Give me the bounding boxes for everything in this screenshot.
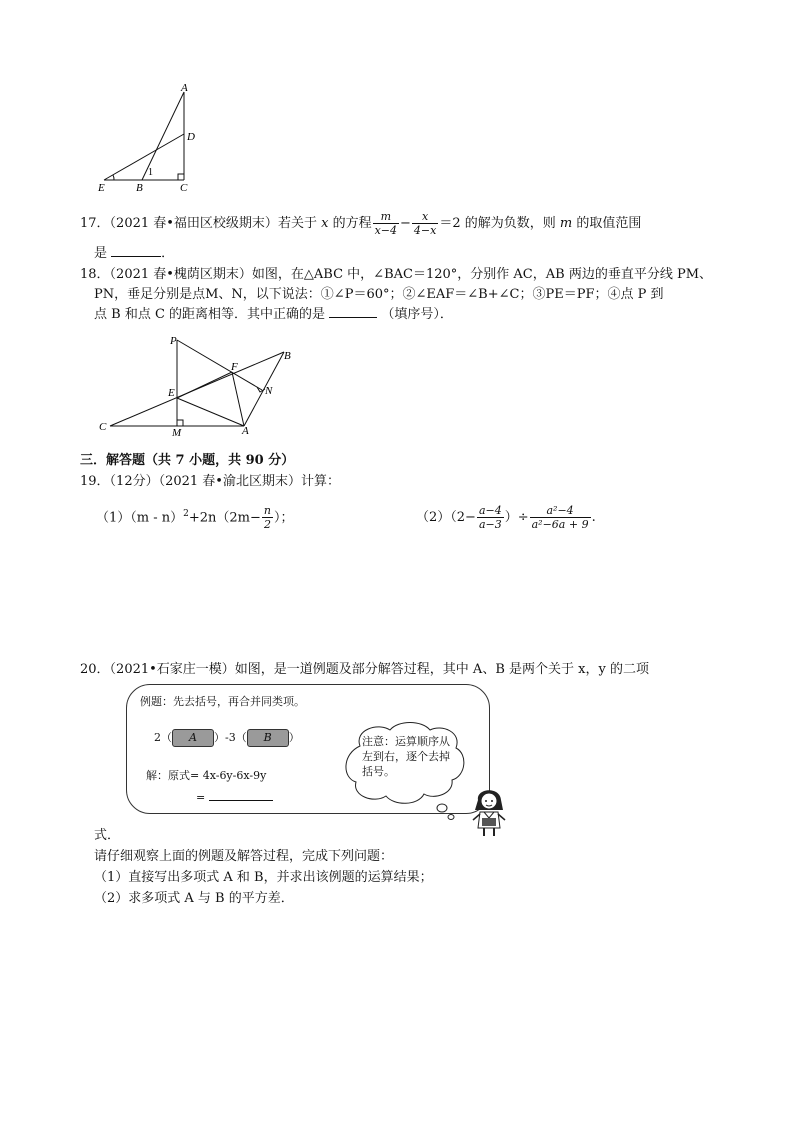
q19-p2-text-c: . <box>591 510 596 525</box>
question-19-header: 19．（12分）（2021 春•渝北区期末）计算： <box>80 474 340 489</box>
question-18-line1: 18．（2021 春•槐荫区期末）如图，在△ABC 中，∠BAC＝120°，分别作 AC，AB 两边的垂直平分线 PM、 <box>80 267 713 282</box>
label-E: E <box>168 387 175 399</box>
q17-minus: − <box>400 216 411 231</box>
section-3-title: 三．解答题（共 7 小题，共 90 分） <box>80 453 295 468</box>
label-B: B <box>284 350 291 362</box>
question-18-line2: PN，垂足分别是点M、N，以下说法：①∠P＝60°；②∠EAF＝∠B+∠C；③PE＝PF；④点 P 到 <box>94 287 664 302</box>
cloud-text-1: 注意：运算顺序从 <box>362 735 450 748</box>
example-equals: = <box>196 791 206 804</box>
label-P: P <box>170 335 177 347</box>
question-20-part1: （1）直接写出多项式 A 和 B，并求出该例题的运算结果； <box>94 870 433 885</box>
q18-line3-end: （填序号）． <box>381 307 453 322</box>
q19-p1-text-b: +2n（2m− <box>188 510 261 526</box>
box-B <box>247 729 289 747</box>
q19-p2-text-a: （2）（2− <box>416 510 476 525</box>
q19-p2-text-b: ）÷ <box>504 510 529 525</box>
q19-p2-frac2-den: a²−6a + 9 <box>531 518 589 531</box>
q17-equals: ＝2 <box>439 216 461 231</box>
label-M: M <box>172 427 182 439</box>
q17-frac1-den: x−4 <box>374 224 398 237</box>
q17-text-1: 若关于 <box>277 216 317 231</box>
q19-p2-fraction-1 <box>477 504 504 531</box>
q17-number: 17． <box>80 216 110 231</box>
question-17-line1 <box>80 210 641 237</box>
q19-p1-text-a: （1）（m - n） <box>96 510 184 526</box>
q17-var-x: x <box>321 216 329 231</box>
q19-p1-fraction <box>262 504 273 531</box>
label-F: F <box>231 361 238 373</box>
question-20-part2: （2）求多项式 A 与 B 的平方差． <box>94 891 294 906</box>
label-D: D <box>187 131 195 143</box>
q17-source: （2021 春•福田区校级期末） <box>109 216 278 231</box>
example-result-blank <box>209 790 273 801</box>
example-result-line <box>196 788 273 808</box>
box-A <box>172 729 214 747</box>
q19-p2-fraction-2 <box>530 504 591 531</box>
cloud-text-2: 左到右，逐个去掉 <box>362 750 450 763</box>
expr-coef-2: 2（ <box>154 731 172 744</box>
q17-frac2-num: x <box>412 210 438 224</box>
label-angle-1: 1 <box>148 167 153 178</box>
label-C: C <box>99 421 107 433</box>
cloud-text-3: 括号。 <box>362 765 395 778</box>
q19-p1-frac-num: n <box>263 504 271 518</box>
q17-text-3: 的解为负数，则 <box>464 216 556 231</box>
figure-q17 <box>92 82 202 194</box>
answer-blank-17[interactable] <box>111 244 161 257</box>
q19-p1-frac-den: 2 <box>263 518 271 532</box>
q19-p1-exponent: 2 <box>183 509 189 519</box>
question-20-line2: 式． <box>94 828 121 843</box>
label-E: E <box>98 182 105 194</box>
example-expression <box>154 728 300 748</box>
label-B: B <box>136 182 143 194</box>
q19-p2-frac2-num: a²−4 <box>530 504 591 518</box>
q18-line3-start: 点 B 和点 C 的距离相等．其中正确的是 <box>94 307 326 322</box>
q17-fraction-1 <box>373 210 399 237</box>
q17-line2-end: ． <box>161 246 175 261</box>
q17-frac1-num: m <box>373 210 399 224</box>
label-A: A <box>242 425 249 437</box>
label-A: A <box>181 82 188 94</box>
question-19-part2 <box>416 504 596 531</box>
question-20-line1: 20．（2021•石家庄一模）如图，是一道例题及部分解答过程，其中 A、B 是两个关于 x，y 的二项 <box>80 662 649 677</box>
box-B-label: B <box>263 731 272 744</box>
question-18-line3 <box>94 305 453 325</box>
label-C: C <box>180 182 188 194</box>
question-20-line3: 请仔细观察上面的例题及解答过程，完成下列问题： <box>94 849 394 864</box>
q17-text-2: 的方程 <box>332 216 372 231</box>
q17-var-m: m <box>559 216 573 231</box>
label-N: N <box>265 385 273 397</box>
q17-line2-start: 是 <box>94 246 108 261</box>
answer-blank-18[interactable] <box>329 305 377 318</box>
box-A-label: A <box>189 731 197 744</box>
q19-p2-frac1-num: a−4 <box>478 504 502 517</box>
question-17-line2 <box>94 244 174 264</box>
example-title: 例题：先去括号，再合并同类项。 <box>140 695 305 708</box>
q19-p2-frac1-den: a−3 <box>478 518 502 531</box>
figure-q18 <box>92 332 302 440</box>
girl-illustration <box>470 784 508 838</box>
q17-fraction-2 <box>412 210 438 237</box>
example-solution: 解：原式= 4x-6y-6x-9y <box>146 769 267 782</box>
expr-end: ） <box>288 731 300 744</box>
expr-mid: ）-3（ <box>214 731 247 744</box>
q17-frac2-den: 4−x <box>413 224 437 237</box>
q19-p1-text-c: ）； <box>274 510 294 526</box>
question-19-part1 <box>96 504 294 531</box>
q17-text-4: 的取值范围 <box>576 216 642 231</box>
